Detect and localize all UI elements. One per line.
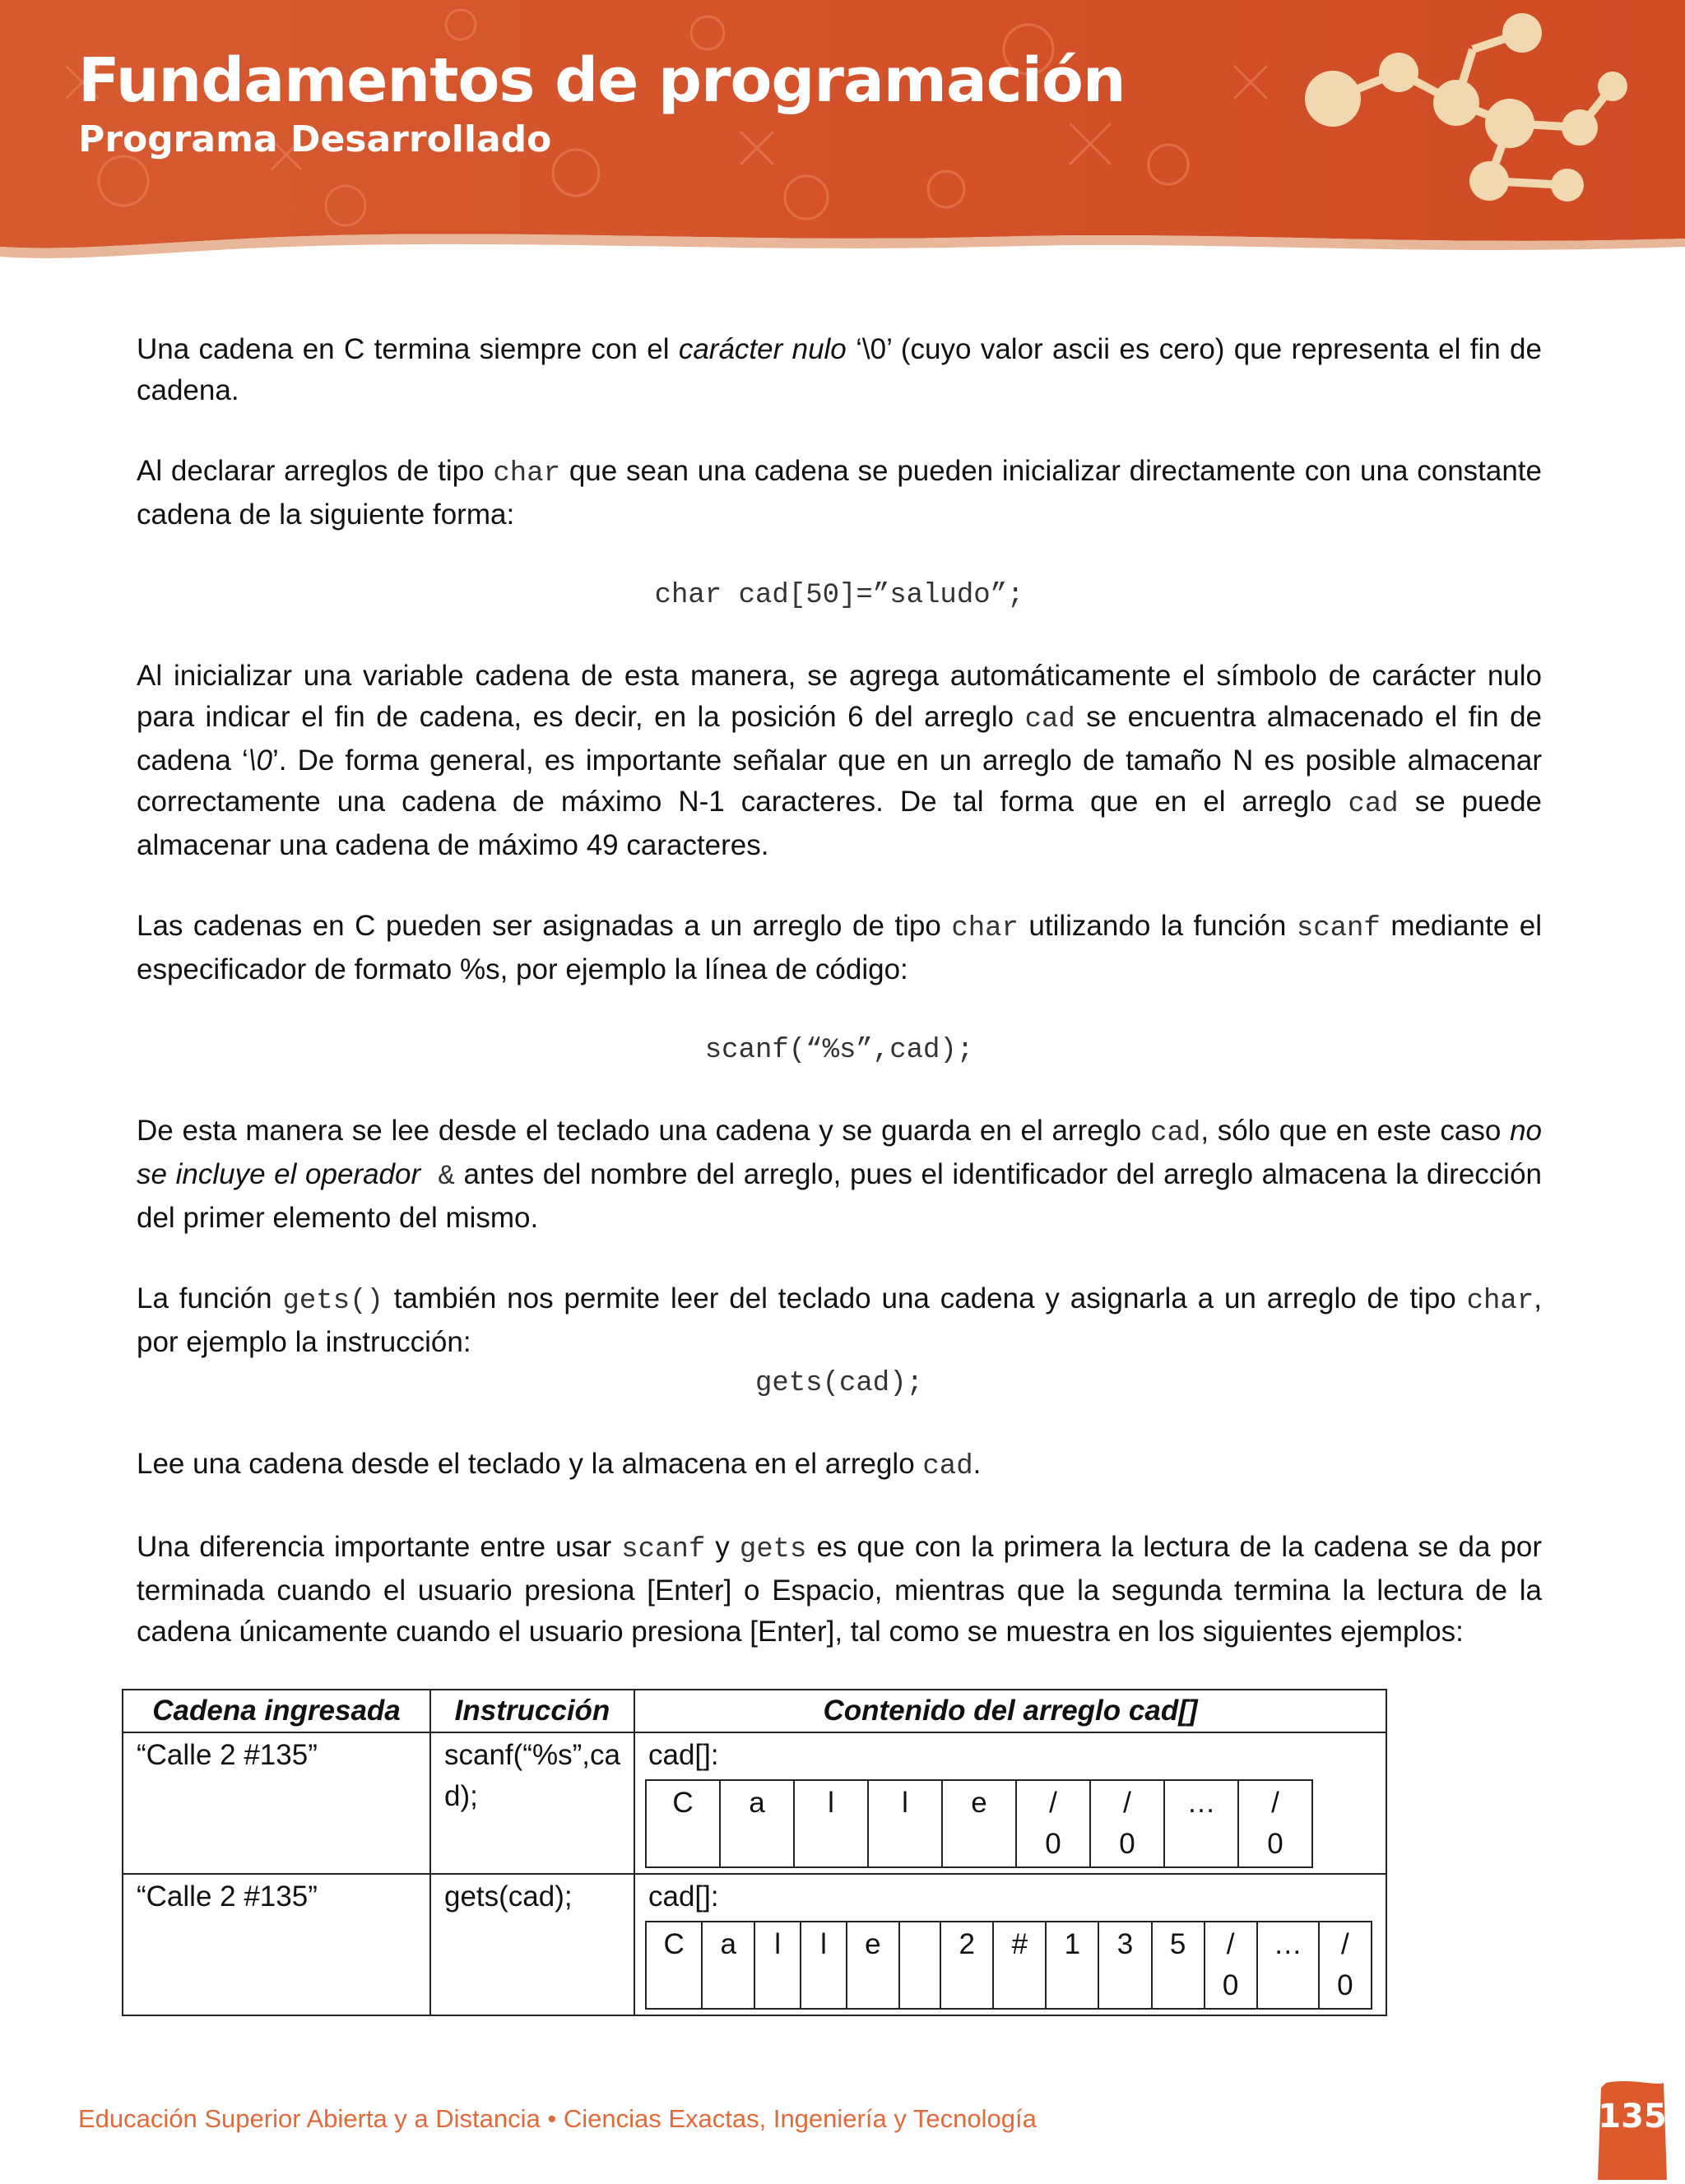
text: Las cadenas en C pueden ser asignadas a un arreglo de tipo: [137, 910, 952, 942]
array-cell-char: /: [1271, 1787, 1279, 1819]
text: .: [972, 1448, 982, 1480]
array-cell: [720, 1780, 794, 1867]
code-line-2: scanf(“%s”,cad);: [704, 1035, 974, 1066]
instruction-cell: [430, 1732, 634, 1874]
array-cell: [868, 1780, 942, 1867]
input-cell: “Calle 2 #135”: [123, 1732, 430, 1874]
array-content-cell: [634, 1732, 1386, 1874]
text: y: [705, 1531, 740, 1563]
array-cell: [646, 1780, 720, 1867]
array-cell-char: e: [971, 1787, 987, 1819]
column-header: Instrucción: [430, 1690, 634, 1732]
array-cell: [940, 1922, 993, 2009]
array-cell-char: 5: [1169, 1928, 1186, 1960]
array-cell: [646, 1922, 702, 2009]
array-cell-char: 2: [959, 1928, 975, 1960]
array-cell: [1046, 1922, 1098, 2009]
page-content: [137, 329, 1542, 1653]
code-line-3: gets(cad);: [754, 1368, 924, 1399]
table-header-row: [123, 1690, 1386, 1732]
text: Al declarar arreglos de tipo: [137, 455, 494, 487]
inline-code: char: [1466, 1286, 1534, 1317]
text: Una cadena en C termina siempre con el: [137, 333, 679, 365]
page-header: [0, 0, 1685, 280]
array-cell-char: /: [1123, 1787, 1131, 1819]
text: ‘\0’ (cuyo valor ascii es cero) que representa el fin de cadena.: [137, 333, 1542, 406]
text: La función: [137, 1282, 283, 1315]
array-cell: [1152, 1922, 1205, 2009]
inline-code: cad: [1150, 1118, 1201, 1149]
array-label: cad[]:: [648, 1880, 719, 1913]
array-cell: [794, 1780, 868, 1867]
text: se encuentra almacenado el fin de cadena ‘: [137, 701, 1543, 777]
text: , por ejemplo la instrucción:: [137, 1282, 1542, 1358]
array-cell-char: /: [1341, 1928, 1349, 1960]
array-label: cad[]:: [648, 1739, 719, 1771]
array-cell: [942, 1780, 1016, 1867]
array-cell: [1205, 1922, 1257, 2009]
text: utilizando la función: [1018, 910, 1297, 942]
page-number: 135: [1598, 2098, 1667, 2135]
paragraph-8: [137, 1527, 1542, 1653]
text: mediante el especificador de formato %s, por ejemplo la línea de código:: [137, 910, 1543, 985]
text: Al inicializar una variable cadena de esta manera, se agrega automáticamente el símbolo de carácter nulo para indicar el fin de cadena, es decir, en la posición 6 del arreglo: [137, 660, 1542, 733]
array-cell: [899, 1922, 940, 2009]
array-cell: [1016, 1780, 1090, 1867]
array-cell-char: l: [820, 1928, 827, 1960]
inline-code: cad: [1348, 789, 1399, 820]
paragraph-7: [137, 1444, 1542, 1487]
array-cell-char: l: [902, 1787, 908, 1819]
array-cell: [754, 1922, 801, 2009]
array-cell-char: 0: [1222, 1969, 1239, 2001]
array-cell-char: 0: [1337, 1969, 1353, 2001]
array-cell: [993, 1922, 1046, 2009]
emphasis: \0: [248, 744, 272, 777]
array-cell-char: e: [865, 1928, 881, 1960]
array-cell: [702, 1922, 754, 2009]
paragraph-2: [137, 451, 1542, 536]
array-cell-char: 0: [1267, 1828, 1283, 1860]
text: antes del nombre del arreglo, pues el identificador del arreglo almacena la dirección del primer elemento del mismo.: [137, 1158, 1543, 1234]
array-cell-char: a: [720, 1928, 736, 1960]
array-cells: [645, 1779, 1313, 1868]
array-cell: [1319, 1922, 1372, 2009]
paragraph-6: [137, 1278, 1542, 1363]
array-cell-char: …: [1273, 1928, 1302, 1960]
inline-code: cad: [922, 1451, 973, 1482]
array-cell-char: C: [663, 1928, 685, 1960]
array-cell: [801, 1922, 847, 2009]
array-cell-char: l: [774, 1928, 782, 1960]
array-cell-char: …: [1186, 1787, 1216, 1819]
table-row: [123, 1732, 1386, 1874]
text: Lee una cadena desde el teclado y la almacena en el arreglo: [137, 1448, 923, 1480]
array-cell: [1164, 1780, 1238, 1867]
array-cell-char: /: [1049, 1787, 1057, 1819]
text: también nos permite leer del teclado una cadena y asignarla a un arreglo de tipo: [383, 1282, 1467, 1315]
text: que sean una cadena se pueden inicializar directamente con una constante cadena de la siguiente forma:: [137, 455, 1542, 531]
array-content-cell: [634, 1874, 1386, 2015]
text: se puede almacenar una cadena de máximo 49 caracteres.: [137, 786, 1542, 861]
input-cell: “Calle 2 #135”: [123, 1874, 430, 2015]
paragraph-4: [137, 906, 1542, 990]
inline-code: cad: [1024, 704, 1075, 735]
array-cell: [1090, 1780, 1164, 1867]
paragraph-1: [137, 329, 1542, 411]
footer-text: Educación Superior Abierta y a Distancia • Ciencias Exactas, Ingeniería y Tecnología: [78, 2104, 1037, 2133]
column-header: Cadena ingresada: [123, 1690, 430, 1732]
instruction-text: scanf(“%s”,cad);: [444, 1739, 620, 1812]
array-cell-char: #: [1011, 1928, 1028, 1960]
paragraph-3: [137, 656, 1542, 866]
array-cell: [847, 1922, 899, 2009]
text: Una diferencia importante entre usar: [137, 1531, 622, 1563]
array-cell: [1098, 1922, 1151, 2009]
text: De esta manera se lee desde el teclado una cadena y se guarda en el arreglo: [137, 1115, 1151, 1147]
examples-table: [122, 1689, 1387, 2016]
instruction-cell: gets(cad);: [430, 1874, 634, 2015]
page-number-tab: [1598, 2080, 1667, 2180]
document-subtitle: Programa Desarrollado: [78, 118, 552, 160]
table-row: [123, 1874, 1386, 2015]
array-cell-char: 1: [1064, 1928, 1081, 1960]
array-cell-char: 0: [1045, 1828, 1061, 1860]
array-cell-char: a: [749, 1787, 765, 1819]
array-cell: [1238, 1780, 1312, 1867]
inline-code: char: [951, 913, 1019, 944]
emphasis: no se incluye el operador: [137, 1115, 1542, 1190]
array-cells: [645, 1921, 1372, 2010]
array-cell: [1257, 1922, 1319, 2009]
text: , sólo que en este caso: [1200, 1115, 1511, 1147]
array-cell-char: l: [828, 1787, 834, 1819]
array-cell-char: 0: [1119, 1828, 1135, 1860]
inline-code: gets(): [282, 1286, 383, 1317]
inline-code: scanf: [1296, 913, 1381, 944]
text: es que con la primera la lectura de la cadena se da por terminada cuando el usuario presiona [Enter] o Espacio, mientras que la segunda termina la lectura de la cadena únicamente cuando el usuario presiona [Enter], tal como se muestra en los siguientes ejemplos:: [137, 1531, 1543, 1648]
array-cell-char: 3: [1116, 1928, 1134, 1960]
inline-code: scanf: [621, 1534, 706, 1565]
text: ’. De forma general, es importante señalar que en un arreglo de tamaño N es posible almacenar correctamente una cadena de máximo N-1 caracteres. De tal forma que en el arreglo: [137, 744, 1542, 818]
inline-code: &: [420, 1162, 455, 1193]
column-header: Contenido del arreglo cad[]: [634, 1690, 1386, 1732]
array-cell-char: /: [1226, 1928, 1235, 1960]
inline-code: char: [493, 458, 561, 489]
paragraph-5: [137, 1111, 1542, 1239]
emphasis: carácter nulo: [678, 333, 847, 365]
code-line-1: char cad[50]=”saludo”;: [654, 580, 1024, 611]
array-cell-char: C: [672, 1787, 694, 1819]
document-title: Fundamentos de programación: [78, 45, 1126, 116]
inline-code: gets: [739, 1534, 807, 1565]
